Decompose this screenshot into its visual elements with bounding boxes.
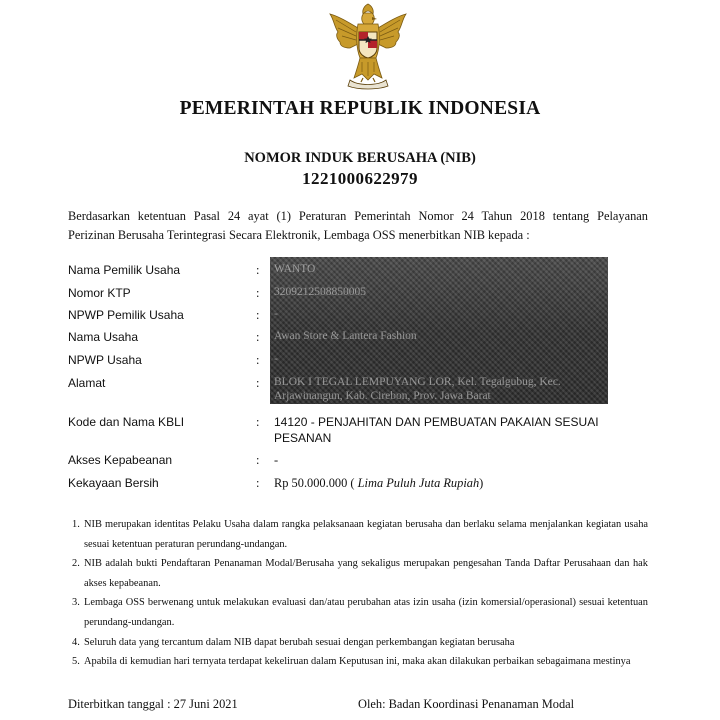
redacted-address-2: Arjawinangun, Kab. Cirebon, Prov. Jawa Barat xyxy=(274,390,491,402)
field-label: Nama Usaha xyxy=(68,330,139,344)
note-item xyxy=(68,652,648,672)
field-value xyxy=(274,414,644,446)
net-worth-amount: Rp 50.000.000 ( xyxy=(274,476,355,490)
notes-list xyxy=(68,515,648,672)
field-colon: : xyxy=(256,286,260,300)
redacted-npwp-business: - xyxy=(274,353,278,365)
field-colon: : xyxy=(256,263,260,277)
field-label: Kode dan Nama KBLI xyxy=(68,415,185,429)
note-text: Apabila di kemudian hari ternyata terdapat kekeliruan dalam Keputusan ini, maka akan dilakukan perbaikan sebagaimana mestinya xyxy=(84,656,631,668)
field-colon: : xyxy=(256,415,260,429)
net-worth-close: ) xyxy=(479,476,484,490)
field-colon: : xyxy=(256,453,260,467)
note-text: NIB adalah bukti Pendaftaran Penanaman Modal/Berusaha yang sekaligus merupakan pengesahan Tanda Daftar Perusahaan dan hak akses kepabeanan. xyxy=(84,558,648,589)
note-item xyxy=(68,554,648,593)
redacted-npwp-owner: - xyxy=(274,308,278,320)
note-number: 2. xyxy=(72,558,80,570)
intro-line-2: Perizinan Berusaha Terintegrasi Secara Elektronik, Lembaga OSS menerbitkan NIB kepada : xyxy=(68,228,530,242)
field-label: NPWP Usaha xyxy=(68,353,142,367)
note-number: 4. xyxy=(72,636,80,648)
note-item xyxy=(68,633,648,653)
net-worth-words: Lima Puluh Juta Rupiah xyxy=(357,476,480,490)
intro-paragraph xyxy=(68,207,648,245)
field-colon: : xyxy=(256,376,260,390)
note-item xyxy=(68,593,648,632)
nib-number: 1221000622979 xyxy=(302,169,418,188)
redacted-ktp: 3209212508850005 xyxy=(274,286,366,298)
redaction-overlay xyxy=(270,257,608,404)
note-text: Lembaga OSS berwenang untuk melakukan evaluasi dan/atau perubahan atas izin usaha (izin komersial/operasional) sesuai ketentuan perundang-undangan. xyxy=(84,597,648,628)
issuer: Oleh: Badan Koordinasi Penanaman Modal xyxy=(358,697,575,711)
kbli-line-1: 14120 - PENJAHITAN DAN PEMBUATAN PAKAIAN SESUAI xyxy=(274,415,599,429)
field-label: Kekayaan Bersih xyxy=(68,476,159,490)
note-number: 1. xyxy=(72,519,80,530)
field-label: Akses Kepabeanan xyxy=(68,453,173,467)
government-heading: PEMERINTAH REPUBLIK INDONESIA xyxy=(179,98,541,119)
field-label: Nomor KTP xyxy=(68,286,131,300)
field-value: - xyxy=(274,453,279,467)
field-colon: : xyxy=(256,353,260,367)
redacted-owner-name: WANTO xyxy=(274,263,316,275)
note-text: NIB merupakan identitas Pelaku Usaha dalam rangka pelaksanaan kegiatan berusaha dan berlaku selama menjalankan kegiatan usaha sesuai ketentuan peraturan perundang-undangan. xyxy=(84,519,648,550)
document-title: NOMOR INDUK BERUSAHA (NIB) xyxy=(244,150,476,166)
note-number: 3. xyxy=(72,597,80,609)
field-colon: : xyxy=(256,476,260,490)
note-text: Seluruh data yang tercantum dalam NIB dapat berubah sesuai dengan perkembangan kegiatan berusaha xyxy=(84,636,515,648)
kbli-line-2: PESANAN xyxy=(274,431,332,445)
field-value xyxy=(274,475,644,491)
field-label: NPWP Pemilik Usaha xyxy=(68,308,184,322)
redacted-business-name: Awan Store & Lantera Fashion xyxy=(274,330,417,342)
field-label: Alamat xyxy=(68,376,106,390)
field-label: Nama Pemilik Usaha xyxy=(68,263,181,277)
intro-line-1: Berdasarkan ketentuan Pasal 24 ayat (1) Peraturan Pemerintah Nomor 24 Tahun 2018 tentang Pelayanan xyxy=(68,209,648,223)
note-item xyxy=(68,515,648,554)
field-colon: : xyxy=(256,308,260,322)
note-number: 5. xyxy=(72,656,80,668)
garuda-emblem-icon xyxy=(328,2,408,90)
issue-date: Diterbitkan tanggal : 27 Juni 2021 xyxy=(68,697,238,711)
redacted-address-1: BLOK I TEGAL LEMPUYANG LOR, Kel. Tegalgubug, Kec. xyxy=(274,376,561,388)
field-colon: : xyxy=(256,330,260,344)
